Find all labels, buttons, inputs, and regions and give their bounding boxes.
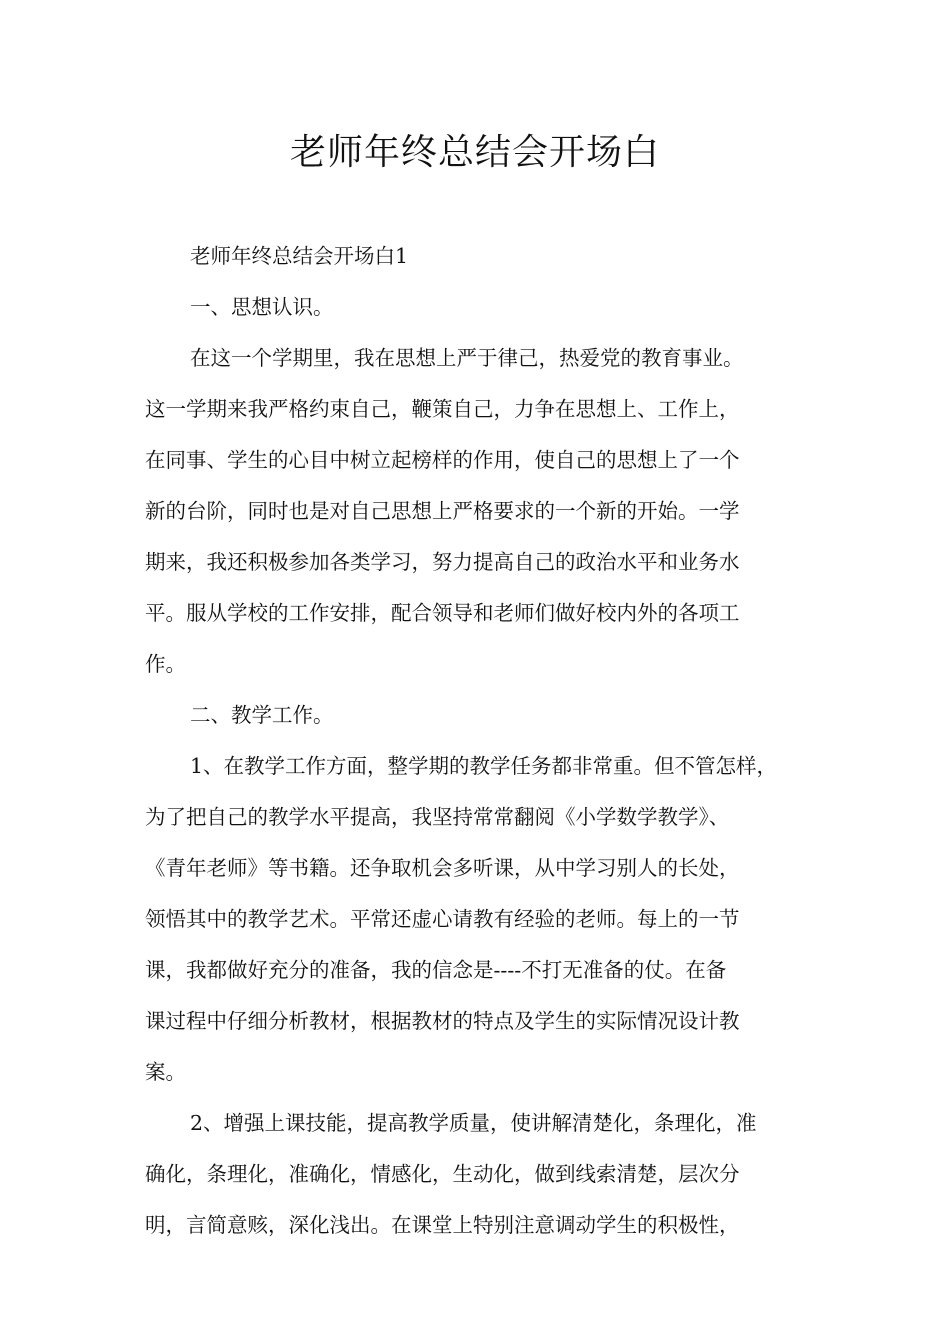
text-line: 老师年终总结会开场白1 [190, 244, 409, 268]
paragraph-heading-teaching [145, 690, 825, 741]
text-line: 在同事、学生的心目中树立起榜样的作用，使自己的思想上了一个 [145, 448, 740, 472]
text-line: 课过程中仔细分析教材，根据教材的特点及学生的实际情况设计教 [145, 1009, 740, 1033]
text-line: 二、教学工作。 [190, 703, 334, 727]
paragraph-heading-ideology [145, 282, 825, 333]
document-title: 老师年终总结会开场白 [289, 132, 660, 173]
text-line: 确化，条理化，准确化，情感化，生动化，做到线索清楚，层次分 [145, 1162, 740, 1186]
text-line: 明，言简意赅，深化浅出。在课堂上特别注意调动学生的积极性， [145, 1213, 740, 1237]
paragraph-subtitle [145, 231, 825, 282]
text-line: 新的台阶，同时也是对自己思想上严格要求的一个新的开始。一学 [145, 499, 740, 523]
paragraph-teaching-2 [145, 1098, 825, 1251]
text-line: 2、增强上课技能，提高教学质量，使讲解清楚化，条理化，准 [190, 1111, 757, 1135]
paragraph-ideology-body [145, 333, 825, 690]
text-line: 课，我都做好充分的准备，我的信念是----不打无准备的仗。在备 [145, 958, 727, 982]
text-line: 作。 [145, 652, 186, 676]
text-line: 期来，我还积极参加各类学习，努力提高自己的政治水平和业务水 [145, 550, 740, 574]
text-line: 为了把自己的教学水平提高，我坚持常常翻阅《小学数学教学》、 [145, 805, 730, 829]
text-line: 一、思想认识。 [190, 295, 334, 319]
text-line: 案。 [145, 1060, 186, 1084]
text-line: 1、在教学工作方面，整学期的教学任务都非常重。但不管怎样， [190, 754, 778, 778]
text-line: 《青年老师》等书籍。还争取机会多听课，从中学习别人的长处， [145, 856, 740, 880]
text-line: 这一学期来我严格约束自己，鞭策自己，力争在思想上、工作上， [145, 397, 740, 421]
document-body [145, 231, 825, 1251]
text-line: 平。服从学校的工作安排，配合领导和老师们做好校内外的各项工 [145, 601, 740, 625]
text-line: 在这一个学期里，我在思想上严于律己，热爱党的教育事业。 [190, 346, 744, 370]
paragraph-teaching-1 [145, 741, 825, 1098]
text-line: 领悟其中的教学艺术。平常还虚心请教有经验的老师。每上的一节 [145, 907, 740, 931]
